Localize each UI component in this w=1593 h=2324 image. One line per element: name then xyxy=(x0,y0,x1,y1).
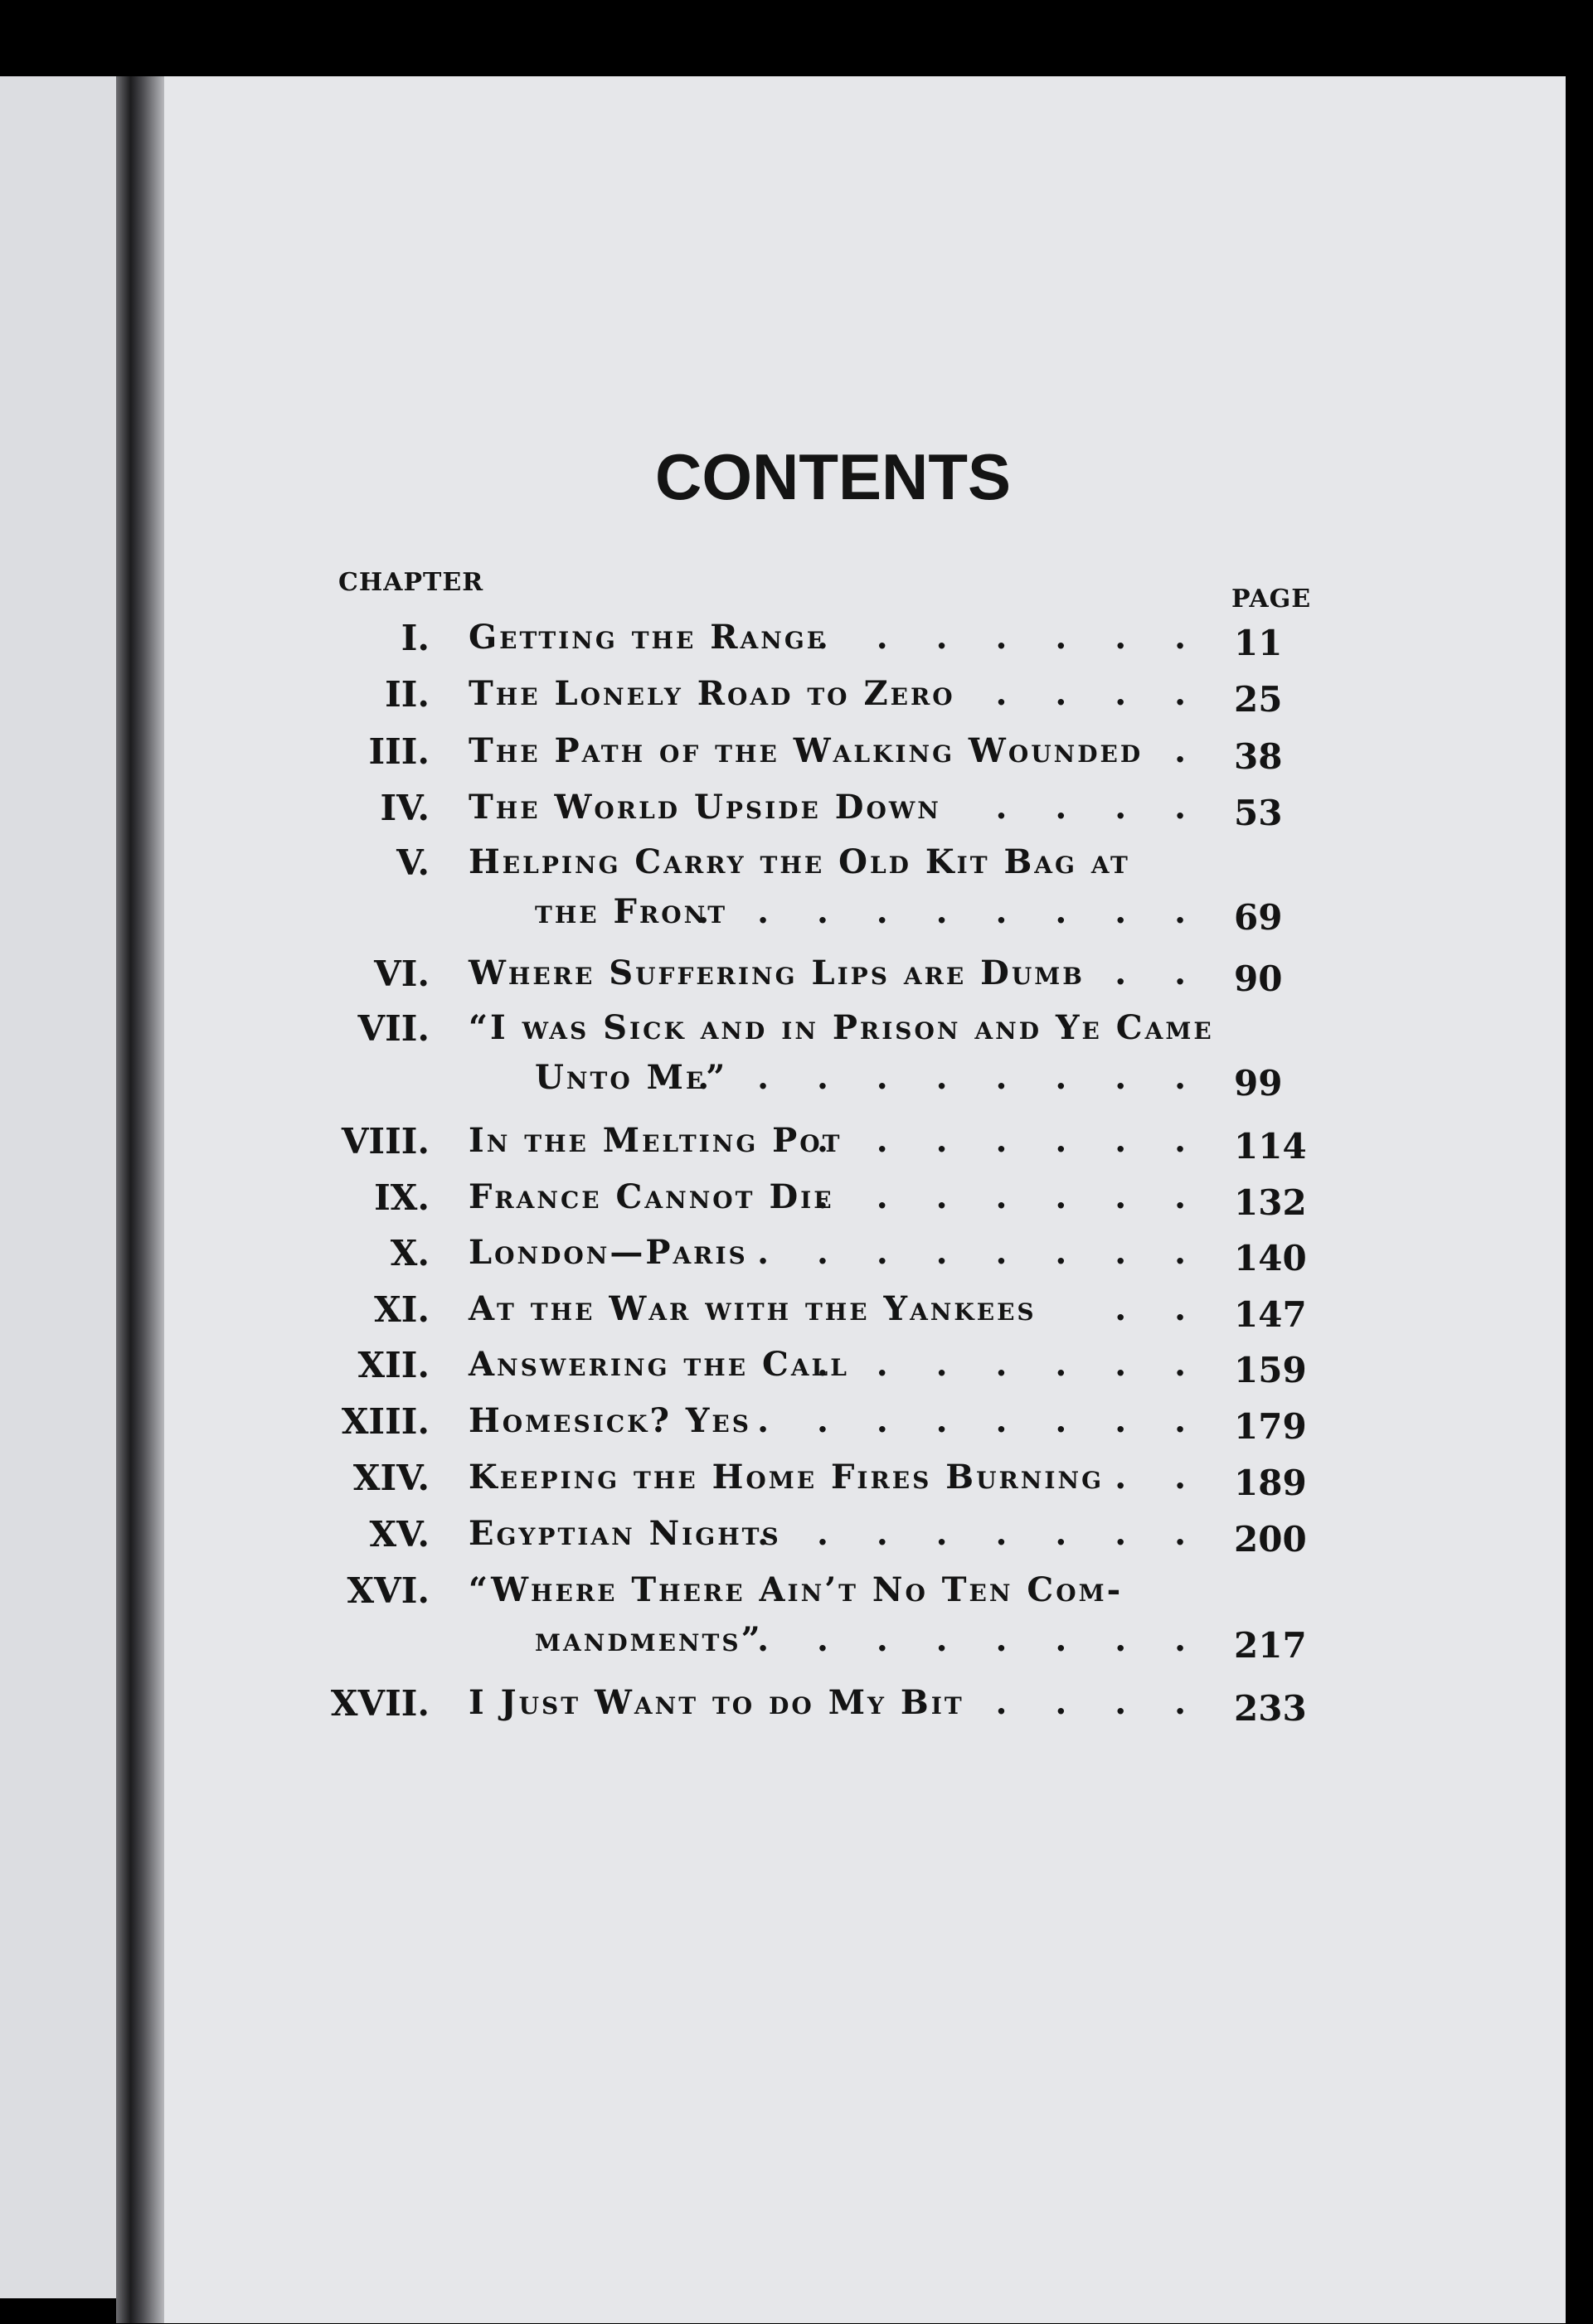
dot-leader: . . . . xyxy=(995,674,1204,713)
chapter-title: The Lonely Road to Zero xyxy=(469,674,955,713)
chapter-number: VI. xyxy=(374,953,430,994)
page-number: 53 xyxy=(1234,793,1283,833)
chapter-title: “Where There Ain’t No Ten Com- xyxy=(469,1570,1124,1609)
dot-leader: . . xyxy=(1115,1458,1204,1497)
page-number: 38 xyxy=(1234,736,1283,777)
chapter-number: XV. xyxy=(369,1514,430,1555)
dot-leader: . . . . . . . xyxy=(816,618,1204,657)
page-number: 147 xyxy=(1234,1294,1307,1335)
page-number: 69 xyxy=(1234,897,1283,938)
toc-entry xyxy=(0,1289,1593,1347)
chapter-title: Helping Carry the Old Kit Bag at xyxy=(469,842,1130,881)
chapter-title: Keeping the Home Fires Burning xyxy=(469,1458,1104,1497)
chapter-number: XI. xyxy=(374,1289,430,1330)
page-title: CONTENTS xyxy=(655,440,1011,513)
toc-entry xyxy=(0,731,1593,789)
dot-leader: . . . . . . . . xyxy=(757,1401,1204,1440)
dot-leader: . . . . . . . . xyxy=(757,1514,1204,1553)
dot-leader: . . . . . . . . xyxy=(757,1233,1204,1272)
page-number: 217 xyxy=(1234,1625,1307,1666)
page-number: 159 xyxy=(1234,1350,1307,1390)
chapter-title-continuation: Unto Me” xyxy=(535,1058,728,1097)
page-column-header: PAGE xyxy=(1231,585,1312,614)
page-number: 99 xyxy=(1234,1063,1283,1104)
toc-entry xyxy=(0,674,1593,732)
toc-entry-continuation xyxy=(0,1620,1593,1678)
toc-entry-continuation xyxy=(0,892,1593,950)
chapter-number: XVII. xyxy=(330,1683,430,1724)
chapter-title: France Cannot Die xyxy=(469,1177,834,1216)
chapter-number: VIII. xyxy=(341,1121,430,1162)
toc-entry xyxy=(0,1683,1593,1741)
dot-leader: . . xyxy=(1115,953,1204,992)
chapter-title: Answering the Call xyxy=(469,1345,849,1384)
page-number: 140 xyxy=(1234,1238,1307,1278)
chapter-number: II. xyxy=(385,674,430,715)
dot-leader: . . . . xyxy=(995,1683,1204,1722)
toc-entry xyxy=(0,1345,1593,1403)
chapter-number: V. xyxy=(396,842,430,883)
chapter-title: In the Melting Pot xyxy=(469,1121,843,1160)
chapter-number: III. xyxy=(368,731,430,772)
page-number: 189 xyxy=(1234,1463,1307,1503)
chapter-number: VII. xyxy=(357,1008,430,1049)
chapter-title: Egyptian Nights xyxy=(469,1514,781,1553)
chapter-number: XII. xyxy=(357,1345,430,1385)
page-number: 114 xyxy=(1234,1126,1307,1167)
dot-leader: . . . . . . . . xyxy=(757,1620,1204,1659)
page-number: 179 xyxy=(1234,1406,1307,1447)
toc-entry xyxy=(0,1177,1593,1235)
page-number: 233 xyxy=(1234,1688,1307,1729)
chapter-title: At the War with the Yankees xyxy=(469,1289,1037,1328)
dot-leader: . . . . . . . xyxy=(816,1345,1204,1384)
dot-leader: . . xyxy=(1115,1289,1204,1328)
dot-leader: . xyxy=(1174,731,1204,770)
toc-entry xyxy=(0,788,1593,846)
chapter-number: XVI. xyxy=(347,1570,430,1611)
chapter-number: XIII. xyxy=(341,1401,430,1442)
chapter-title: Where Suffering Lips are Dumb xyxy=(469,953,1085,992)
chapter-number: X. xyxy=(390,1233,430,1274)
chapter-number: XIV. xyxy=(352,1458,430,1498)
page-number: 25 xyxy=(1234,679,1283,720)
toc-entry xyxy=(0,1121,1593,1179)
toc-entry xyxy=(0,953,1593,1012)
page-number: 90 xyxy=(1234,958,1283,999)
toc-entry xyxy=(0,1401,1593,1459)
page-number: 200 xyxy=(1234,1519,1307,1560)
toc-entry-continuation xyxy=(0,1058,1593,1116)
dot-leader: . . . . . . . xyxy=(816,1121,1204,1160)
chapter-title: Getting the Range xyxy=(469,618,828,657)
chapter-title: I Just Want to do My Bit xyxy=(469,1683,964,1722)
chapter-title: The Path of the Walking Wounded xyxy=(469,731,1144,770)
chapter-title: London—Paris xyxy=(469,1233,748,1272)
page-number: 132 xyxy=(1234,1182,1307,1223)
chapter-column-header: CHAPTER xyxy=(338,568,484,597)
toc-entry xyxy=(0,1458,1593,1516)
toc-entry xyxy=(0,618,1593,676)
chapter-title-continuation: mandments” xyxy=(535,1620,763,1659)
toc-entry xyxy=(0,1514,1593,1572)
page-number: 11 xyxy=(1234,623,1283,663)
chapter-number: IX. xyxy=(374,1177,430,1218)
chapter-title: The World Upside Down xyxy=(469,788,941,827)
chapter-title-continuation: the Front xyxy=(535,892,728,931)
toc-entry xyxy=(0,1233,1593,1291)
dot-leader: . . . . xyxy=(995,788,1204,827)
dot-leader: . . . . . . . . . xyxy=(697,1058,1204,1097)
dot-leader: . . . . . . . . . xyxy=(697,892,1204,931)
dot-leader: . . . . . . . xyxy=(816,1177,1204,1216)
chapter-number: I. xyxy=(401,618,430,658)
chapter-number: IV. xyxy=(380,788,430,828)
chapter-title: Homesick? Yes xyxy=(469,1401,751,1440)
chapter-title: “I was Sick and in Prison and Ye Came xyxy=(469,1008,1214,1047)
